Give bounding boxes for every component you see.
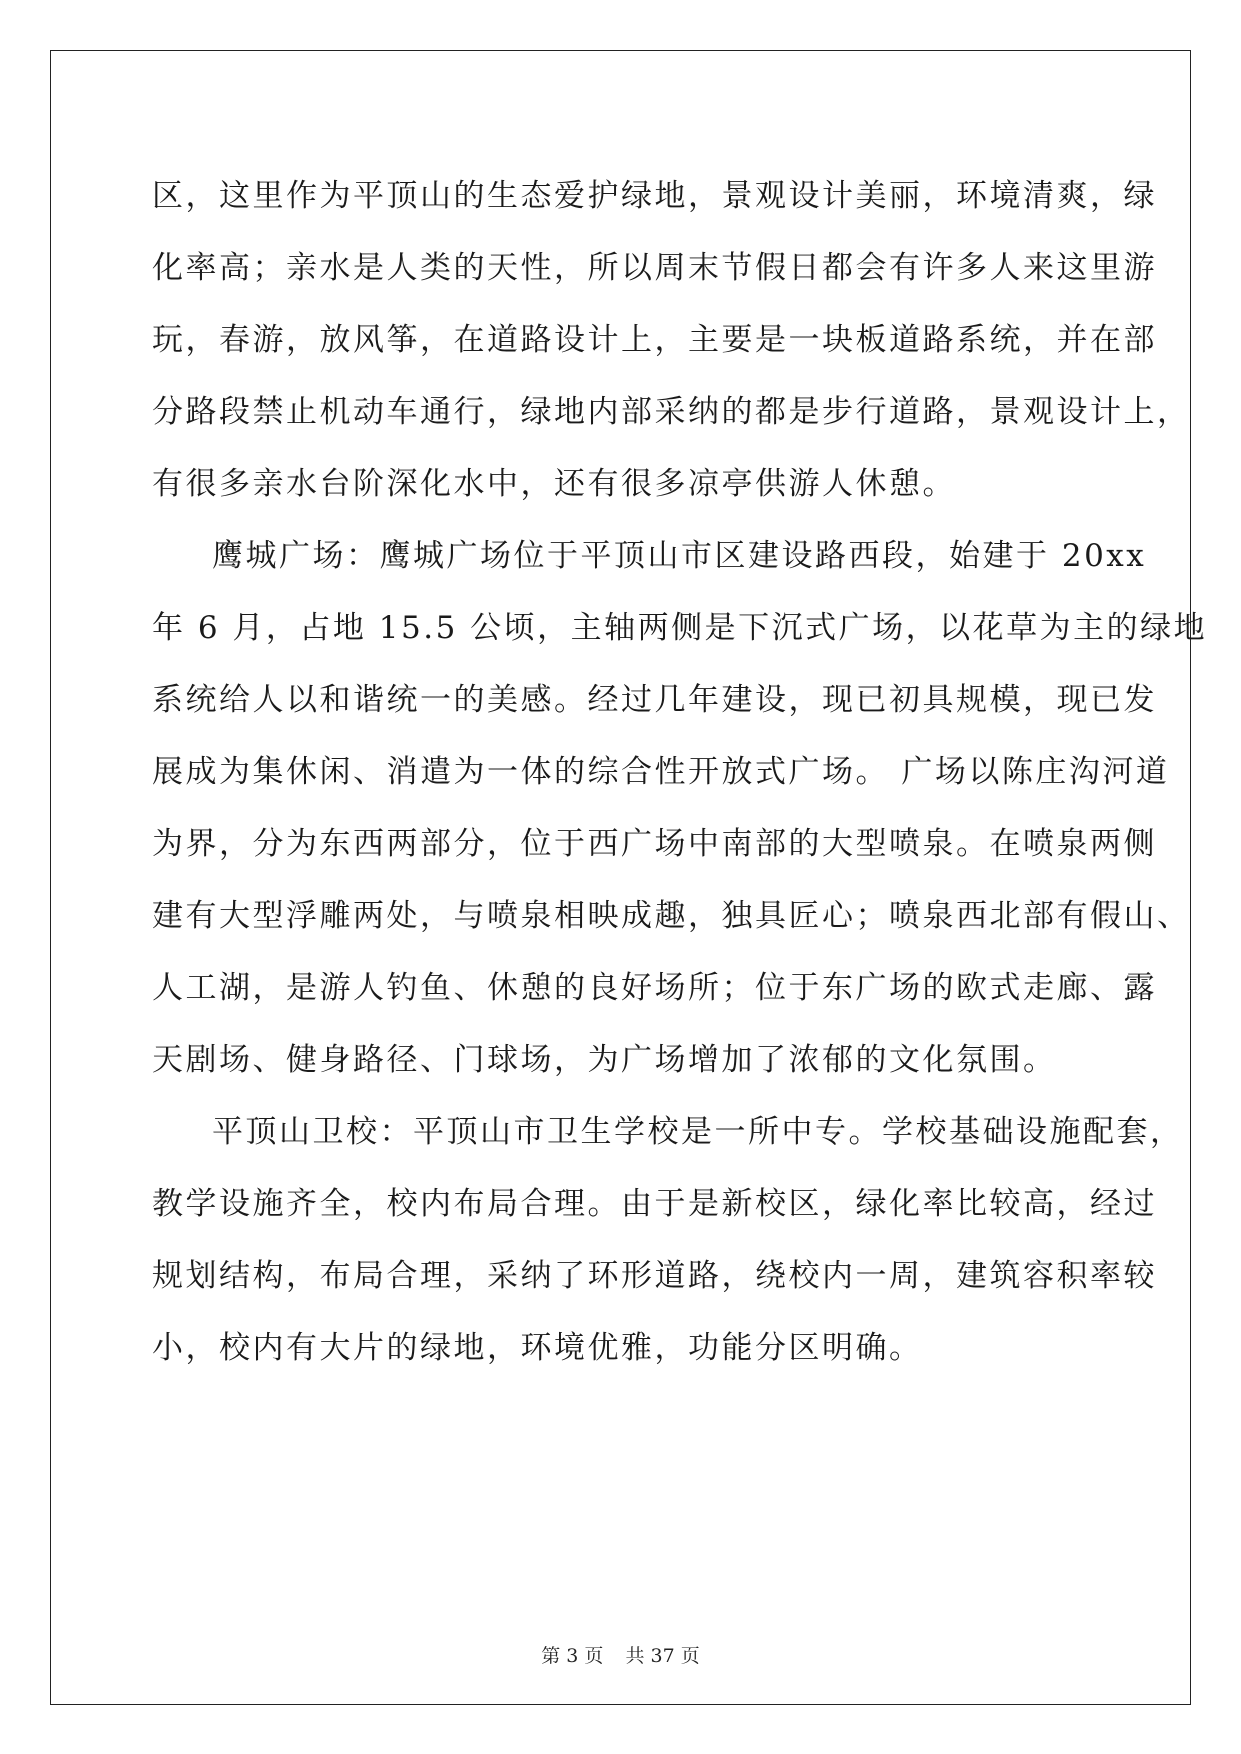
text-line: 分路段禁止机动车通行，绿地内部采纳的都是步行道路，景观设计上， bbox=[152, 394, 1191, 430]
text-line: 区，这里作为平顶山的生态爱护绿地，景观设计美丽，环境清爽，绿 bbox=[152, 178, 1157, 214]
text-line: 系统给人以和谐统一的美感。经过几年建设，现已初具规模，现已发 bbox=[152, 682, 1157, 718]
text-line: 鹰城广场：鹰城广场位于平顶山市区建设路西段，始建于 20xx bbox=[212, 538, 1147, 574]
text-line: 教学设施齐全，校内布局合理。由于是新校区，绿化率比较高，经过 bbox=[152, 1186, 1157, 1222]
text-line: 年 6 月，占地 15.5 公顷，主轴两侧是下沉式广场，以花草为主的绿地 bbox=[152, 610, 1208, 646]
page-footer bbox=[0, 1644, 1241, 1668]
text-line: 规划结构，布局合理，采纳了环形道路，绕校内一周，建筑容积率较 bbox=[152, 1258, 1157, 1294]
page-number: 第 3 页 bbox=[541, 1645, 604, 1667]
document-body bbox=[152, 160, 1208, 1384]
text-line: 玩，春游，放风筝，在道路设计上，主要是一块板道路系统，并在部 bbox=[152, 322, 1157, 358]
page-total: 共 37 页 bbox=[625, 1645, 700, 1667]
text-line: 为界，分为东西两部分，位于西广场中南部的大型喷泉。在喷泉两侧 bbox=[152, 826, 1157, 862]
text-line: 建有大型浮雕两处，与喷泉相映成趣，独具匠心；喷泉西北部有假山、 bbox=[152, 898, 1191, 934]
text-line: 人工湖，是游人钓鱼、休憩的良好场所；位于东广场的欧式走廊、露 bbox=[152, 970, 1157, 1006]
text-line: 小，校内有大片的绿地，环境优雅，功能分区明确。 bbox=[152, 1330, 923, 1366]
text-line: 化率高；亲水是人类的天性，所以周末节假日都会有许多人来这里游 bbox=[152, 250, 1157, 286]
text-line: 平顶山卫校：平顶山市卫生学校是一所中专。学校基础设施配套， bbox=[212, 1114, 1184, 1150]
text-line: 展成为集休闲、消遣为一体的综合性开放式广场。 广场以陈庄沟河道 bbox=[152, 754, 1170, 790]
text-line: 有很多亲水台阶深化水中，还有很多凉亭供游人休憩。 bbox=[152, 466, 956, 502]
text-line: 天剧场、健身路径、门球场，为广场增加了浓郁的文化氛围。 bbox=[152, 1042, 1057, 1078]
